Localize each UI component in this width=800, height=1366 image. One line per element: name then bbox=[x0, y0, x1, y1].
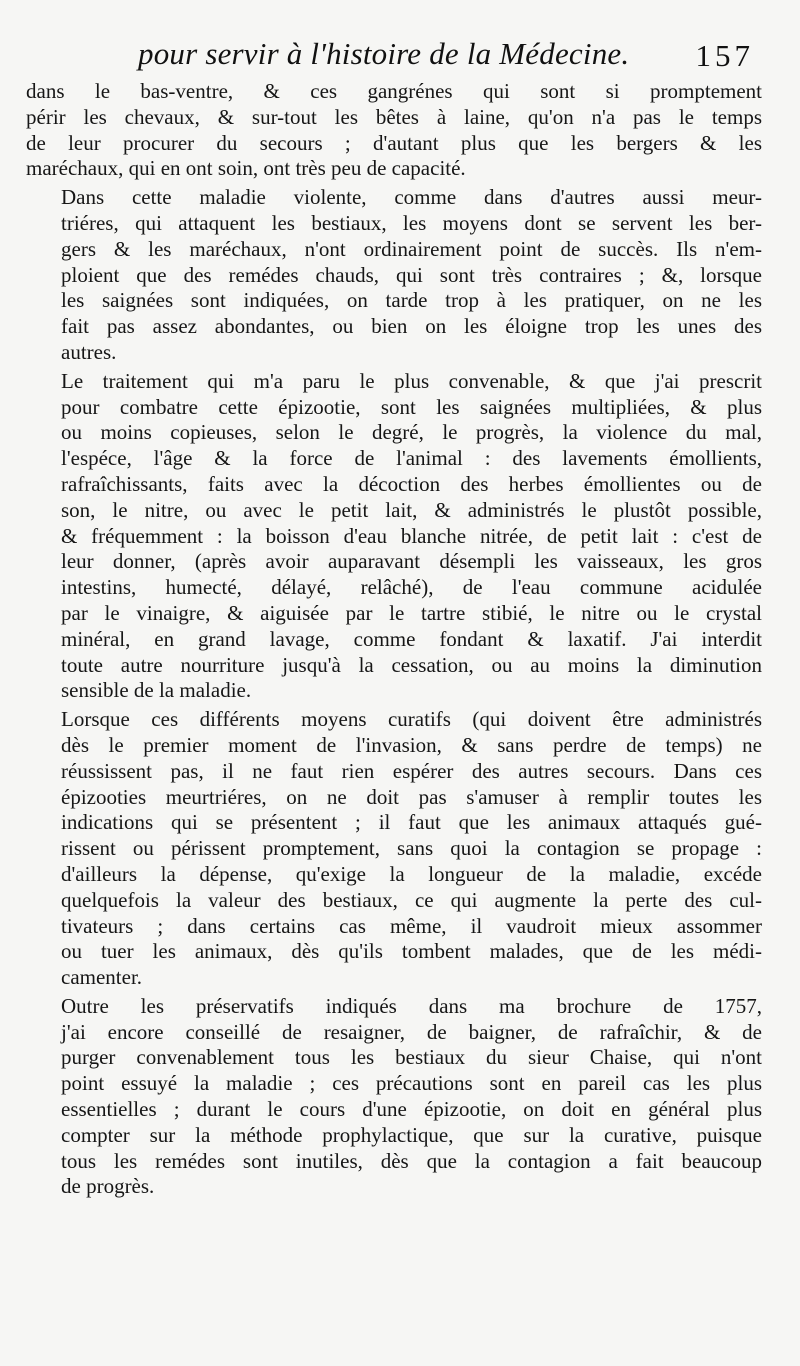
text-line: dès le premier moment de l'invasion, & sans perdre de temps) ne bbox=[61, 732, 762, 757]
paragraph bbox=[26, 994, 762, 1200]
text-line: ou moins copieuses, selon le degré, le progrès, la violence du mal, bbox=[61, 420, 762, 445]
text-line: Dans cette maladie violente, comme dans d'autres aussi meur- bbox=[61, 185, 762, 210]
text-line: réussissent pas, il ne faut rien espérer des autres secours. Dans ces bbox=[61, 758, 762, 783]
text-line: & fréquemment : la boisson d'eau blanche nitrée, de petit lait : c'est de bbox=[61, 523, 762, 548]
text-line: purger convenablement tous les bestiaux du sieur Chaise, qui n'ont bbox=[61, 1045, 762, 1070]
text-line: point essuyé la maladie ; ces précautions sont en pareil cas les plus bbox=[61, 1071, 762, 1096]
text-line: les saignées sont indiquées, on tarde trop à les pratiquer, on ne les bbox=[61, 288, 762, 313]
paragraph bbox=[26, 369, 762, 704]
running-title: pour servir à l'histoire de la Médecine. bbox=[138, 36, 630, 71]
text-line: camenter. bbox=[61, 965, 143, 990]
text-line: triéres, qui attaquent les bestiaux, les moyens dont se servent les ber- bbox=[61, 210, 762, 235]
text-line: Le traitement qui m'a paru le plus convenable, & que j'ai prescrit bbox=[61, 368, 762, 393]
text-line: minéral, en grand lavage, comme fondant & laxatif. J'ai interdit bbox=[61, 626, 762, 651]
text-line: autres. bbox=[61, 339, 117, 364]
paragraph bbox=[26, 79, 762, 182]
body-text bbox=[26, 79, 762, 1203]
text-line: l'espéce, l'âge & la force de l'animal : des lavements émollients, bbox=[61, 446, 762, 471]
text-line: toute autre nourriture jusqu'à la cessation, ou au moins la diminution bbox=[61, 652, 762, 677]
text-line: essentielles ; durant le cours d'une épizootie, on doit en général plus bbox=[61, 1097, 762, 1122]
text-line: j'ai encore conseillé de resaigner, de baigner, de rafraîchir, & de bbox=[61, 1019, 762, 1044]
text-line: par le vinaigre, & aiguisée par le tartre stibié, le nitre ou le crystal bbox=[61, 600, 762, 625]
text-line: ploient que des remédes chauds, qui sont très contraires ; &, lorsque bbox=[61, 262, 762, 287]
text-line: Lorsque ces différents moyens curatifs (qui doivent être administrés bbox=[61, 707, 762, 732]
paragraph bbox=[26, 185, 762, 366]
text-line: Outre les préservatifs indiqués dans ma brochure de 1757, bbox=[61, 993, 762, 1018]
text-line: fait pas assez abondantes, ou bien on les éloigne trop les unes des bbox=[61, 314, 762, 339]
text-line: rissent ou périssent promptement, sans quoi la contagion se propage : bbox=[61, 836, 762, 861]
text-line: de progrès. bbox=[61, 1174, 155, 1199]
text-line: pour combatre cette épizootie, sont les saignées multipliées, & plus bbox=[61, 394, 762, 419]
paragraph bbox=[26, 707, 762, 991]
text-line: gers & les maréchaux, n'ont ordinairement point de succès. Ils n'em- bbox=[61, 236, 762, 261]
text-line: compter sur la méthode prophylactique, que sur la curative, puisque bbox=[61, 1122, 762, 1147]
text-line: sensible de la maladie. bbox=[61, 678, 252, 703]
text-line: périr les chevaux, & sur-tout les bêtes à laine, qu'on n'a pas le temps bbox=[26, 104, 762, 129]
text-line: tivateurs ; dans certains cas même, il vaudroit mieux assommer bbox=[61, 913, 762, 938]
text-line: d'ailleurs la dépense, qu'exige la longueur de la maladie, excéde bbox=[61, 861, 762, 886]
text-line: quelquefois la valeur des bestiaux, ce qui augmente la perte des cul- bbox=[61, 887, 762, 912]
page-number: 157 bbox=[695, 38, 754, 73]
text-line: épizooties meurtriéres, on ne doit pas s'amuser à remplir toutes les bbox=[61, 784, 762, 809]
text-line: de leur procurer du secours ; d'autant plus que les bergers & les bbox=[26, 130, 762, 155]
text-line: intestins, humecté, délayé, relâché), de l'eau commune acidulée bbox=[61, 575, 762, 600]
text-line: tous les remédes sont inutiles, dès que la contagion a fait beaucoup bbox=[61, 1148, 762, 1173]
text-line: son, le nitre, ou avec le petit lait, & administrés le plustôt possible, bbox=[61, 497, 762, 522]
text-line: rafraîchissants, faits avec la décoction des herbes émollientes ou de bbox=[61, 471, 762, 496]
text-line: dans le bas-ventre, & ces gangrénes qui sont si promptement bbox=[26, 79, 762, 103]
text-line: leur donner, (après avoir auparavant désempli les vaisseaux, les gros bbox=[61, 549, 762, 574]
text-line: ou tuer les animaux, dès qu'ils tombent malades, que de les médi- bbox=[61, 939, 762, 964]
text-line: maréchaux, qui en ont soin, ont très peu de capacité. bbox=[26, 156, 466, 181]
text-line: indications qui se présentent ; il faut que les animaux attaqués gué- bbox=[61, 810, 762, 835]
